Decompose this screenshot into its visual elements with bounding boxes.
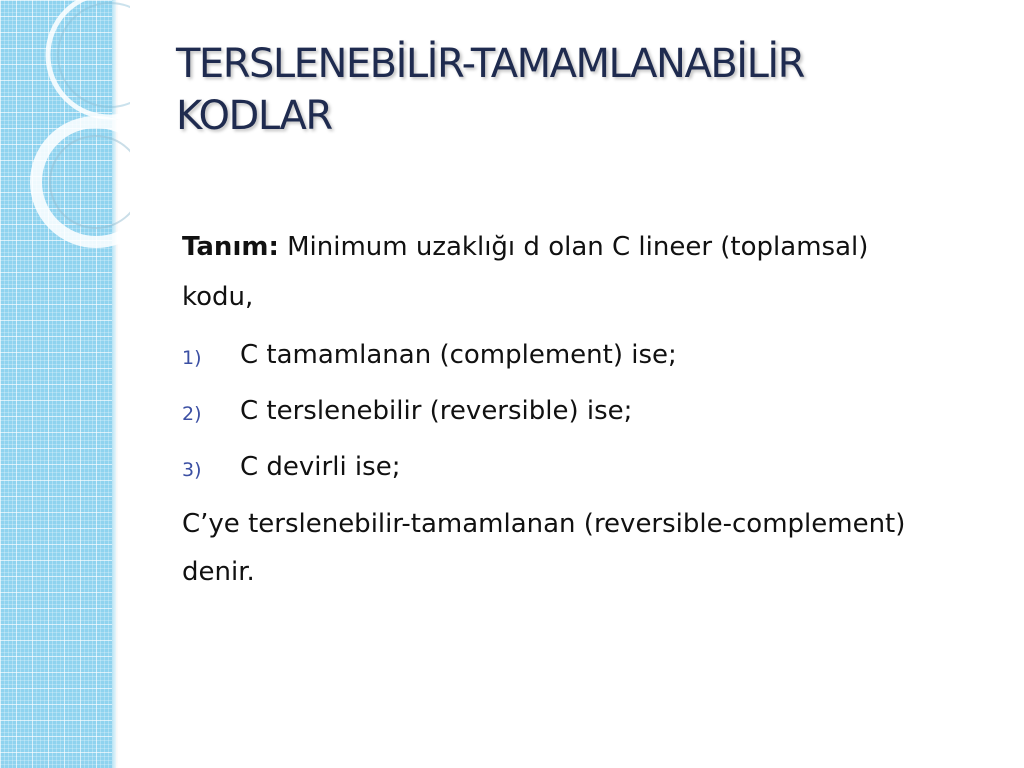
list-item-text: C tamamlanan (complement) ise; — [240, 340, 677, 370]
decorative-rings — [0, 0, 130, 260]
list-item — [182, 396, 922, 426]
title-line-1: TERSLENEBİLİR-TAMAMLANABİLİR — [176, 41, 804, 87]
slide-title — [176, 38, 976, 142]
list-item — [182, 340, 922, 370]
condition-list — [182, 340, 922, 482]
list-item-number: 3) — [182, 459, 202, 481]
definition-paragraph — [182, 222, 922, 322]
list-item-number: 1) — [182, 347, 202, 369]
title-line-2: KODLAR — [176, 93, 332, 139]
definition-text: Minimum uzaklığı d olan C lineer (toplamsal) kodu, — [182, 232, 869, 312]
definition-label: Tanım: — [182, 232, 279, 262]
slide-body — [182, 222, 922, 596]
list-item-text: C terslenebilir (reversible) ise; — [240, 396, 633, 426]
list-item — [182, 452, 922, 482]
list-item-text: C devirli ise; — [240, 452, 401, 482]
list-item-number: 2) — [182, 403, 202, 425]
closing-paragraph: C’ye terslenebilir-tamamlanan (reversible-complement) denir. — [182, 509, 906, 587]
